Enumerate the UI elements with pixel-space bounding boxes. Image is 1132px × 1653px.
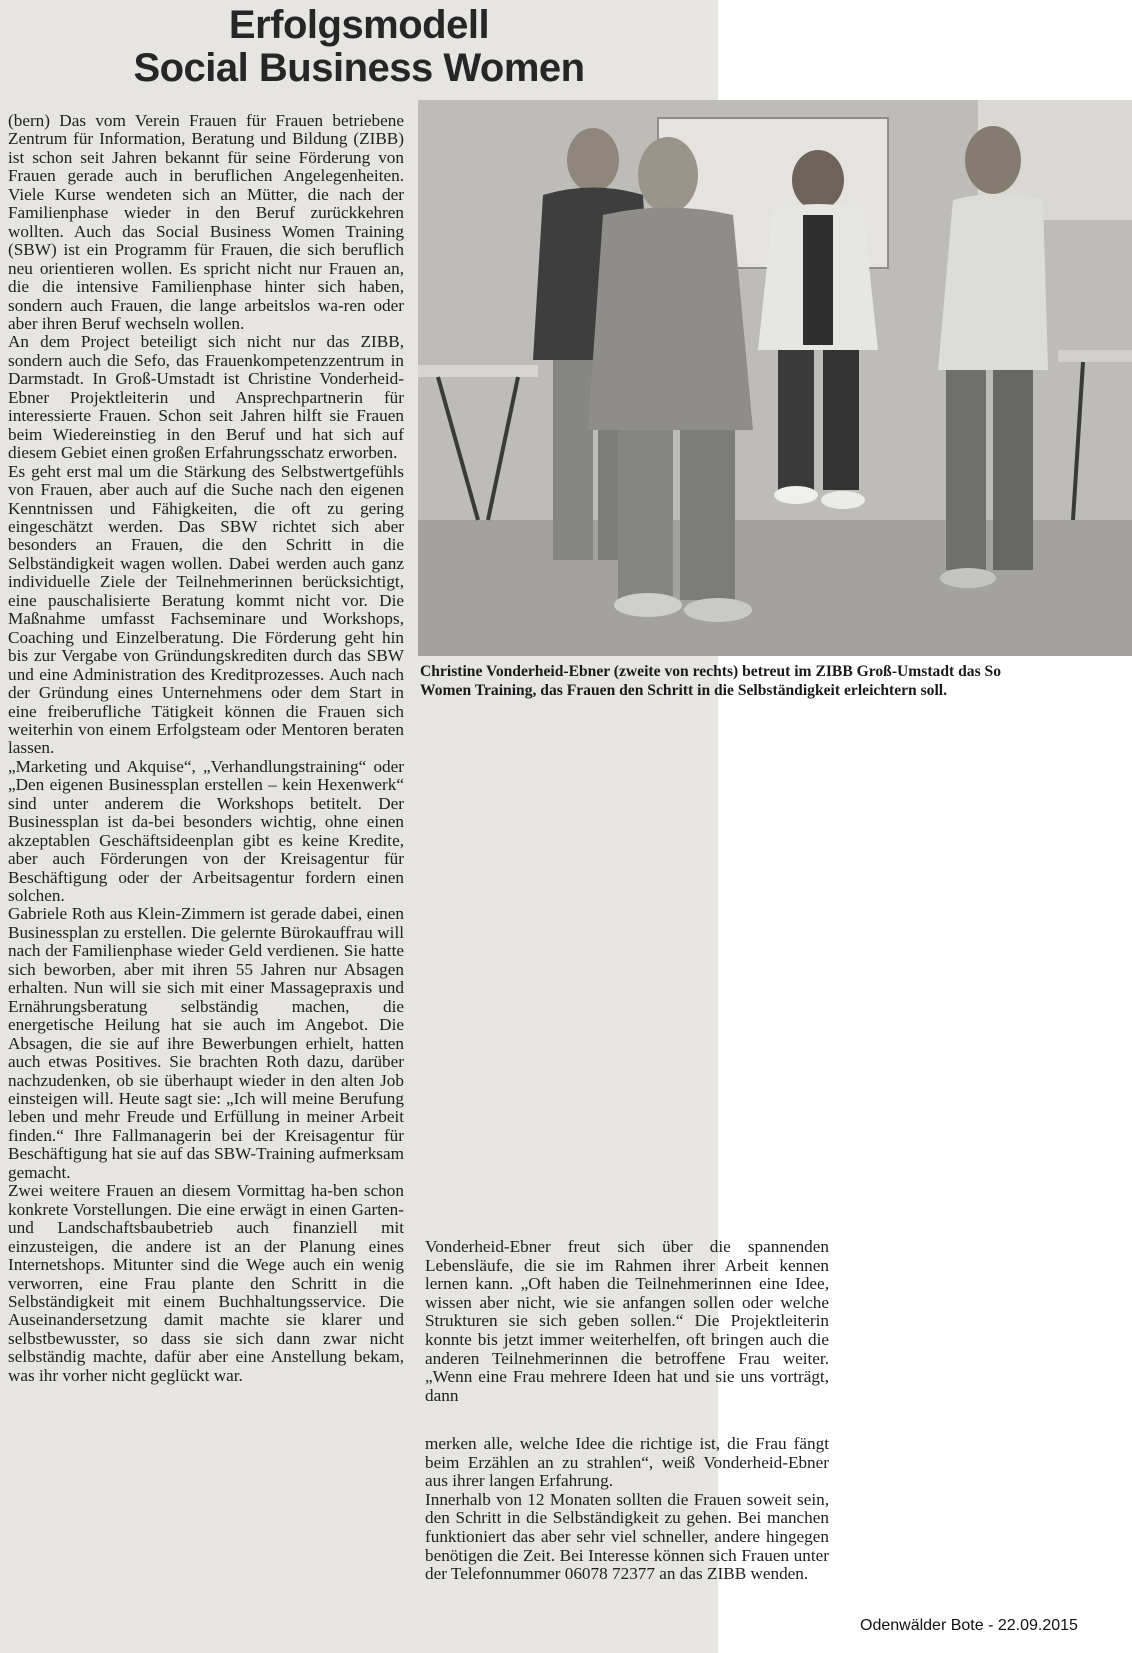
- photo-person-head: [965, 126, 1021, 194]
- headline-line-2: Social Business Women: [133, 46, 585, 90]
- paragraph: „Marketing und Akquise“, „Verhandlungstraining“ oder „Den eigenen Businessplan erstellen – kein Hexenwerk“ sind unter anderem die Workshops betitelt. Der Businessplan ist da-bei besonders wichtig, ohne einen akzeptablen Geschäftsideenplan gibt es keine Kredite, aber auch Förderungen von der Kreisagentur für Beschäftigung oder der Arbeitsagentur fordern einen solchen.: [8, 756, 404, 906]
- photo-person-leg: [946, 370, 986, 570]
- paragraph: Vonderheid-Ebner freut sich über die spannenden Lebensläufe, die sie im Rahmen ihrer Arbeit kennen lernen kann. „Oft haben die Teilnehmerinnen eine Idee, wissen aber nicht, wie sie anfangen sollen oder welche Strukturen sie sich geben sollen.“ Die Projektleiterin konnte bis jetzt immer weiterhelfen, oft bringen auch die anderen Teilnehmerinnen die betroffene Frau weiter. „Wenn eine Frau mehrere Ideen hat und sie uns vorträgt, dann: [425, 1237, 829, 1405]
- paragraph: An dem Project beteiligt sich nicht nur das ZIBB, sondern auch die Sefo, das Frauenkompetenzzentrum in Darmstadt. In Groß-Umstadt ist Christine Vonderheid-Ebner Projektleiterin und Ansprechpartnerin für interessierte Frauen. Schon seit Jahren hilft sie Frauen beim Wiedereinstieg in den Beruf und hat sich auf diesem Gebiet einen großen Erfahrungsschatz erworben.: [8, 332, 404, 463]
- photo-shoe: [614, 593, 682, 617]
- photo-shoe: [774, 486, 818, 504]
- photo-person-head: [638, 137, 698, 213]
- article-column-1: [8, 112, 404, 1385]
- photo-shoe: [684, 598, 752, 622]
- article-column-2-top: [425, 1238, 829, 1405]
- paragraph: Es geht erst mal um die Stärkung des Selbstwertgefühls von Frauen, aber auch auf die Suche nach den eigenen Kenntnissen und Fähigkeiten, die oft zu gering eingeschätzt werden. Das SBW richtet sich aber besonders an Frauen, die den Schritt in die Selbständigkeit wagen wollen. Dabei werden auch ganz individuelle Ziele der Teilnehmerinnen berücksichtigt, eine pauschalisierte Beratung kommt nicht vor. Die Maßnahme umfasst Fachseminare und Workshops, Coaching und Einzelberatung. Die Förderung geht hin bis zur Vergabe von Gründungskrediten durch das SBW und eine Administration des Kreditprozesses. Auch nach der Gründung eines Unternehmens oder dem Start in eine freiberufliche Tätigkeit können die Frauen sich weiterhin von einem Erfolgsteam oder Mentoren beraten lassen.: [8, 461, 404, 758]
- caption-line-2: Women Training, das Frauen den Schritt in die Selbständigkeit erleichtern soll.: [420, 682, 948, 699]
- headline: [0, 4, 718, 90]
- photo-person-leg: [993, 370, 1033, 570]
- photo-person-leg: [778, 350, 814, 490]
- photo-person-head: [567, 128, 619, 192]
- headline-line-1: Erfolgsmodell: [228, 3, 490, 47]
- photo-caption: [420, 662, 1132, 706]
- source-credit: Odenwälder Bote - 22.09.2015: [860, 1617, 1078, 1634]
- photo-person-top: [803, 215, 833, 345]
- photo-person-head: [792, 150, 844, 210]
- caption-line-1: Christine Vonderheid-Ebner (zweite von rechts) betreut im ZIBB Groß-Umstadt das So: [420, 663, 1002, 680]
- article-photo: [418, 100, 1132, 656]
- paragraph: merken alle, welche Idee die richtige ist, die Frau fängt beim Erzählen an zu strahlen“, weiß Vonderheid-Ebner aus ihrer langen Erfahrung.: [425, 1434, 829, 1491]
- photo-table: [1058, 350, 1132, 362]
- paragraph: Gabriele Roth aus Klein-Zimmern ist gerade dabei, einen Businessplan zu erstellen. Die gelernte Bürokauffrau will nach der Familienphase wieder Geld verdienen. Sie hatte sich beworben, aber mit ihren 55 Jahren nur Absagen erhalten. Nun will sie sich mit einer Massagepraxis und Ernährungsberatung selbständig machen, die energetische Heilung hat sie auch im Angebot. Die Absagen, die sie auf ihre Bewerbungen erhielt, hatten auch etwas Positives. Sie brachten Roth dazu, darüber nachzudenken, ob sie überhaupt wieder in den alten Job einsteigen will. Heute sagt sie: „Ich will meine Berufung leben und mehr Freude und Erfüllung in meiner Arbeit finden.“ Ihre Fallmanagerin bei der Kreisagentur für Beschäftigung hat sie auf das SBW-Training aufmerksam gemacht.: [8, 904, 404, 1182]
- photo-person-leg: [618, 430, 673, 600]
- photo-person-leg: [553, 360, 593, 560]
- paragraph: (bern) Das vom Verein Frauen für Frauen betriebene Zentrum für Information, Beratung und Bildung (ZIBB) ist schon seit Jahren bekannt für seine Förderung von Frauen gerade auch in beruflichen Angelegenheiten. Viele Kurse wendeten sich an Mütter, die nach der Familienphase wieder in den Beruf zurückkehren wollten. Auch das Social Business Women Training (SBW) ist ein Programm für Frauen, die sich beruflich neu orientieren wollen. Es spricht nicht nur Frauen an, die die intensive Familienphase hinter sich haben, sondern auch Frauen, die lange arbeitslos wa-ren oder aber ihren Beruf wechseln wollen.: [8, 111, 404, 333]
- photo-person-leg: [823, 350, 859, 490]
- photo-person-leg: [680, 430, 735, 600]
- photo-shoe: [940, 568, 996, 588]
- photo-shoe: [821, 491, 865, 509]
- photo-table: [418, 365, 538, 377]
- photo-person-body: [588, 208, 753, 431]
- photo-illustration: [418, 100, 1132, 656]
- paragraph: Zwei weitere Frauen an diesem Vormittag ha-ben schon konkrete Vorstellungen. Die eine erwägt in einen Garten- und Landschaftsbaubetrieb auch finanziell mit einzusteigen, die andere ist an der Planung eines Internetshops. Mitunter sind die Wege auch ein wenig verworren, eine Frau plante den Schritt in die Selbständigkeit mit einem Buchhaltungsservice. Die Auseinandersetzung damit machte sie klarer und selbstbewusster, so dass sie sich dann zwar nicht selbständig machte, dafür aber eine Anstellung bekam, was ihr vorher nicht geglückt war.: [8, 1181, 404, 1385]
- article-column-2-bottom: [425, 1435, 829, 1584]
- photo-person-body: [938, 194, 1048, 370]
- paragraph: Innerhalb von 12 Monaten sollten die Frauen soweit sein, den Schritt in die Selbständigkeit zu gehen. Bei manchen funktioniert das aber sehr viel schneller, andere hingegen benötigen die Zeit. Bei Interesse können sich Frauen unter der Telefonnummer 06078 72377 an das ZIBB wenden.: [425, 1489, 829, 1584]
